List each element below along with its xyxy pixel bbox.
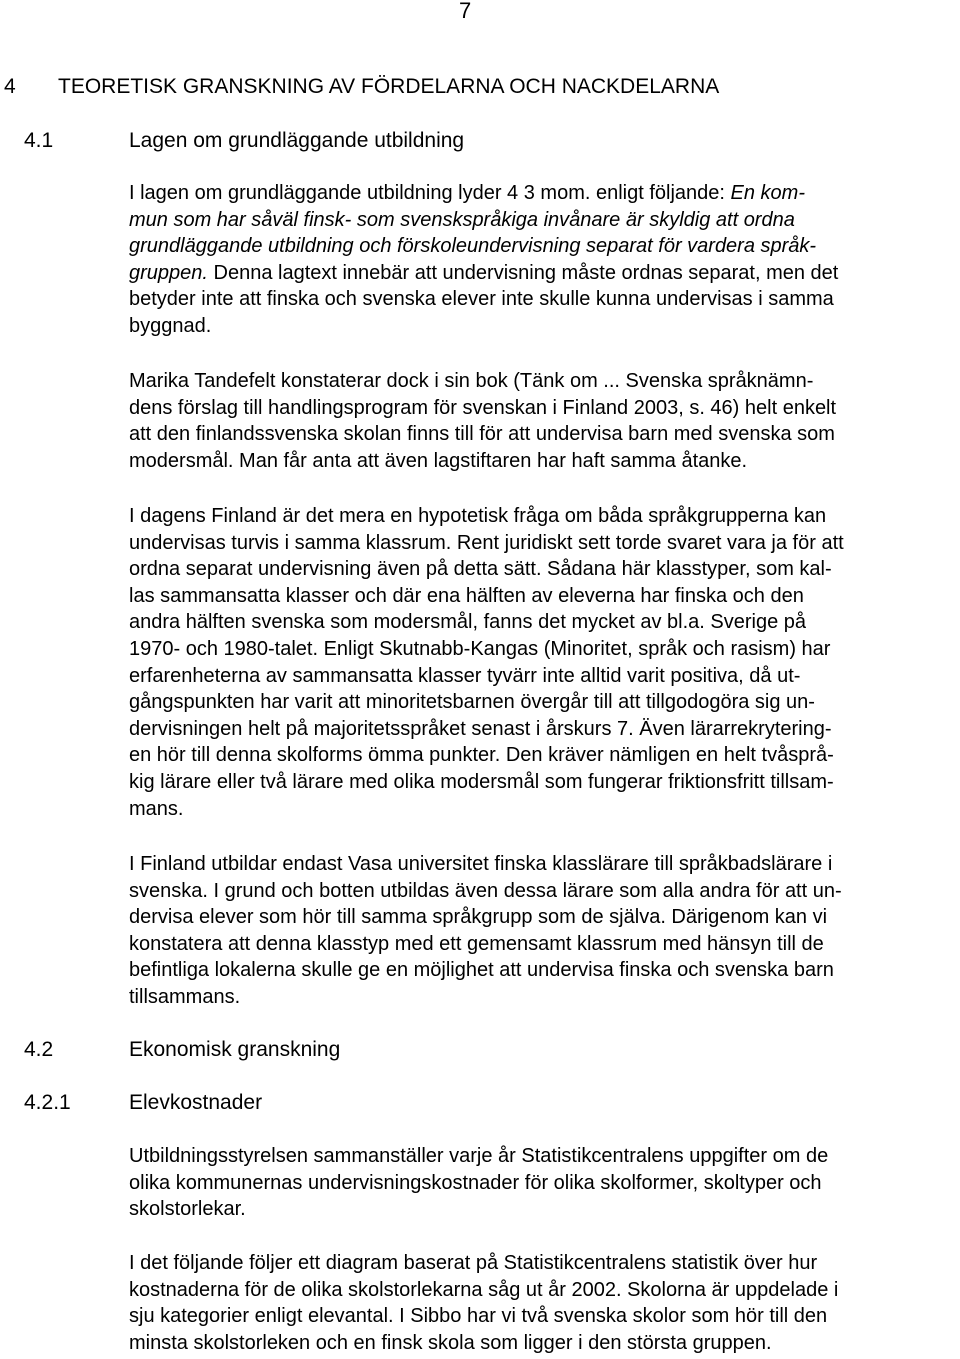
text-line: las sammansatta klasser och där ena hälften av eleverna har finska och den — [129, 584, 804, 607]
text-line: sju kategorier enligt elevantal. I Sibbo har vi två svenska skolor som hör till den — [129, 1305, 828, 1328]
paragraph-diagram-intro — [129, 1250, 959, 1356]
heading-title: Elevkostnader — [129, 1091, 263, 1114]
text-line: gruppen. Denna lagtext innebär att undervisning måste ordnas separat, men det — [129, 261, 839, 284]
text-line: betyder inte att finska och svenska elever inte skulle kunna undervisas i samma — [129, 288, 834, 311]
heading-number: 4.2 — [24, 1038, 54, 1061]
text-line: kostnaderna för de olika skolstorlekarna såg ut år 2002. Skolorna är uppdelade i — [129, 1278, 839, 1301]
text-line: befintliga lokalerna skulle ge en möjlighet att undervisa finska och svenska barn — [129, 959, 834, 982]
text-line: I Finland utbildar endast Vasa universitet finska klasslärare till språkbadslärare i — [129, 853, 833, 875]
text-line: ordna separat undervisning även på detta sätt. Sådana här klasstyper, som kal- — [129, 558, 832, 581]
text-line: skolstorlekar. — [129, 1198, 246, 1221]
heading-title: Lagen om grundläggande utbildning — [129, 129, 465, 152]
text-line: svenska. I grund och botten utbildas även dessa lärare som alla andra för att un- — [129, 879, 842, 902]
paragraph-teacher-training — [129, 851, 959, 1011]
text-line: olika kommunernas undervisningskostnader för olika skolformer, skoltyper och — [129, 1171, 822, 1194]
heading-number: 4.1 — [24, 129, 54, 152]
text-line: konstatera att denna klasstyp med ett gemensamt klassrum med hänsyn till de — [129, 932, 824, 955]
text-line: I dagens Finland är det mera en hypotetisk fråga om båda språkgrupperna kan — [129, 505, 827, 527]
heading-title: Ekonomisk granskning — [129, 1038, 341, 1061]
text-line: byggnad. — [129, 314, 212, 337]
quote-text: mun som har såväl finsk- som svenskspråkiga invånare är skyldig att ordna — [129, 208, 795, 231]
page-number: 7 — [459, 0, 472, 23]
quote-text: En kom- — [730, 182, 805, 204]
heading-number: 4 — [4, 75, 16, 98]
heading-4 — [4, 74, 954, 100]
text-line: minsta skolstorleken och en finsk skola som ligger i den största gruppen. — [129, 1331, 772, 1354]
heading-number: 4.2.1 — [24, 1091, 71, 1114]
text-line: andra hälften svenska som modersmål, fanns det mycket av bl.a. Sverige på — [129, 611, 807, 634]
text-line: att den finlandssvenska skolan finns till för att undervisa barn med svenska som — [129, 423, 835, 446]
text-line: dervisa elever som hör till samma språkgrupp som de själva. Därigenom kan vi — [129, 906, 828, 929]
text-line: dervisningen helt på majoritetsspråket senast i årskurs 7. Även lärarrekrytering- — [129, 717, 832, 740]
paragraph-tandefelt — [129, 368, 959, 474]
text-line: undervisas turvis i samma klassrum. Rent juridiskt sett torde svaret vara ja för att — [129, 531, 844, 554]
text-line: Utbildningsstyrelsen sammanställer varje år Statistikcentralens uppgifter om de — [129, 1145, 829, 1167]
text-line: 1970- och 1980-talet. Enligt Skutnabb-Kangas (Minoritet, språk och rasism) har — [129, 637, 831, 660]
text-line: kig lärare eller två lärare med olika modersmål som fungerar friktionsfritt tillsam- — [129, 770, 834, 793]
text-line: en hör till denna skolforms ömma punkter. Den kräver nämligen en helt tvåsprå- — [129, 744, 834, 767]
text-line: I lagen om grundläggande utbildning lyder 4 3 mom. enligt följande: En kom- — [129, 182, 805, 204]
paragraph-law-quote — [129, 180, 959, 340]
heading-4-1 — [24, 128, 924, 154]
text-line: I det följande följer ett diagram baserat på Statistikcentralens statistik över hur — [129, 1252, 818, 1274]
text-line — [129, 233, 959, 260]
quote-text: grundläggande utbildning och förskoleundervisning separat för vardera språk- — [129, 235, 817, 258]
heading-title: TEORETISK GRANSKNING AV FÖRDELARNA OCH NACKDELARNA — [58, 75, 720, 98]
quote-text: gruppen. — [129, 261, 214, 284]
text-line: mans. — [129, 797, 184, 820]
heading-4-2 — [24, 1037, 524, 1063]
paragraph-utbildningsstyrelsen — [129, 1143, 959, 1223]
text-line — [129, 207, 959, 234]
text-line: Marika Tandefelt konstaterar dock i sin bok (Tänk om ... Svenska språknämn- — [129, 370, 814, 392]
text-line: gångspunkten har varit att minoritetsbarnen övergår till att tillgodogöra sig un- — [129, 691, 815, 714]
text-line: dens förslag till handlingsprogram för svenskan i Finland 2003, s. 46) helt enkelt — [129, 396, 837, 419]
text-line: tillsammans. — [129, 985, 241, 1008]
paragraph-classroom — [129, 503, 959, 822]
text-line: modersmål. Man får anta att även lagstiftaren har haft samma åtanke. — [129, 449, 748, 472]
text-line: erfarenheterna av sammansatta klasser tyvärr inte alltid varit positiva, då ut- — [129, 664, 801, 687]
heading-4-2-1 — [24, 1090, 524, 1116]
